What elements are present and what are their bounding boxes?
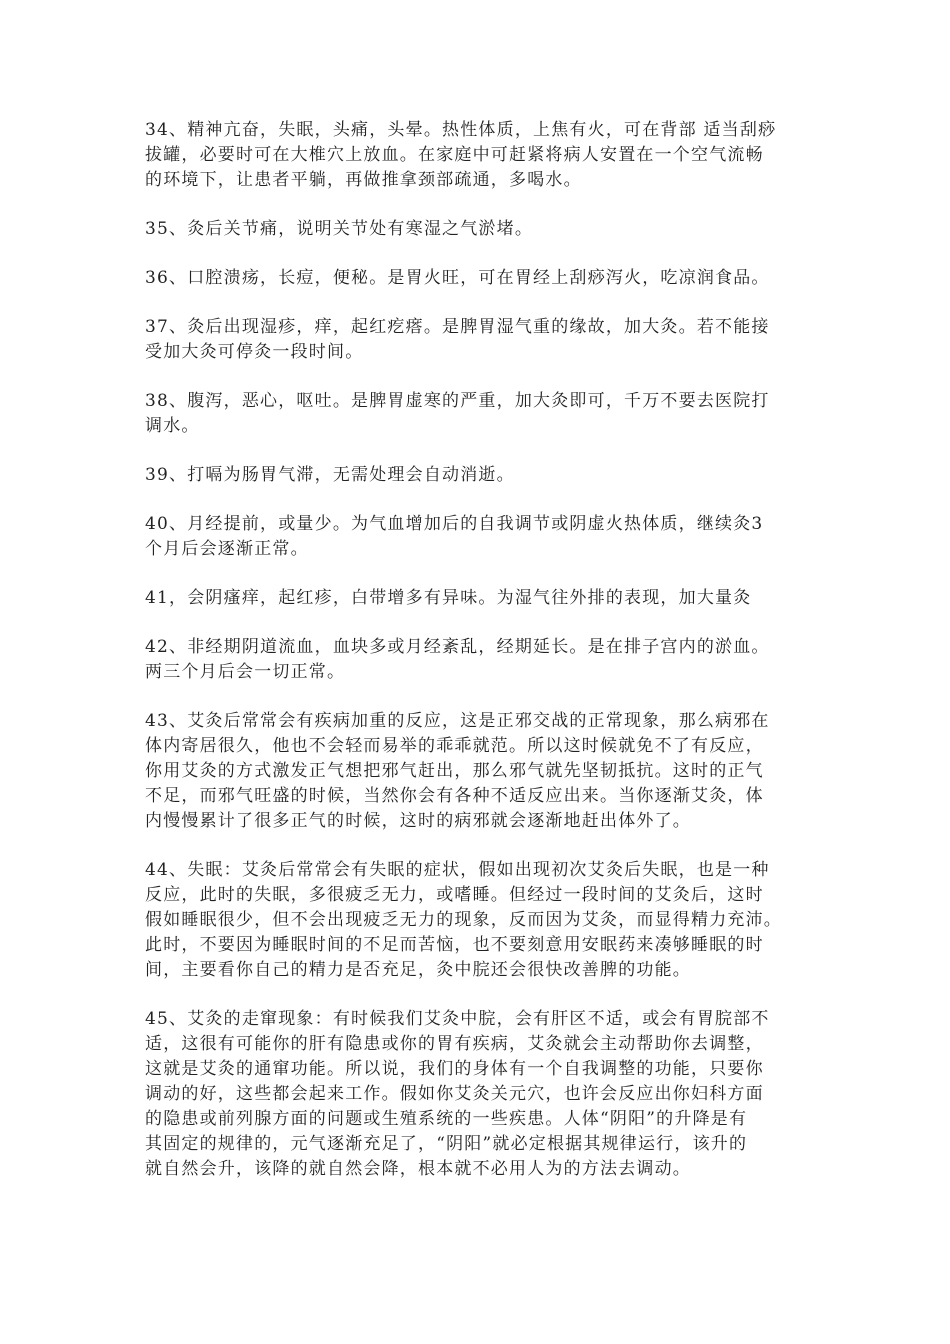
document-body bbox=[145, 118, 820, 1182]
paragraph bbox=[145, 315, 820, 365]
paragraph bbox=[145, 266, 820, 291]
paragraph-line: 内慢慢累计了很多正气的时候，这时的病邪就会逐渐地赶出体外了。 bbox=[145, 811, 691, 831]
paragraph-line: 反应，此时的失眠，多很疲乏无力，或嗜睡。但经过一段时间的艾灸后，这时 bbox=[145, 885, 764, 905]
paragraph-line: 不足，而邪气旺盛的时候，当然你会有各种不适反应出来。当你逐渐艾灸，体 bbox=[145, 786, 764, 806]
paragraph-line: 适，这很有可能你的肝有隐患或你的胃有疾病，艾灸就会主动帮助你去调整， bbox=[145, 1034, 764, 1054]
paragraph-line: 个月后会逐渐正常。 bbox=[145, 539, 309, 559]
paragraph-line: 43、艾灸后常常会有疾病加重的反应，这是正邪交战的正常现象，那么病邪在 bbox=[145, 711, 770, 731]
paragraph bbox=[145, 709, 820, 834]
paragraph-line: 这就是艾灸的通窜功能。所以说，我们的身体有一个自我调整的功能，只要你 bbox=[145, 1059, 764, 1079]
paragraph-line: 45、艾灸的走窜现象：有时候我们艾灸中脘，会有肝区不适，或会有胃脘部不 bbox=[145, 1009, 770, 1029]
paragraph-line: 44、失眠：艾灸后常常会有失眠的症状，假如出现初次艾灸后失眠，也是一种 bbox=[145, 860, 770, 880]
paragraph-line: 间，主要看你自己的精力是否充足，灸中脘还会很快改善脾的功能。 bbox=[145, 960, 691, 980]
paragraph-line: 34、精神亢奋，失眠，头痛，头晕。热性体质，上焦有火，可在背部 适当刮痧 bbox=[145, 120, 777, 140]
paragraph-line: 40、月经提前，或量少。为气血增加后的自我调节或阴虚火热体质，继续灸3 bbox=[145, 514, 764, 534]
paragraph-line: 37、灸后出现湿疹，痒，起红疙瘩。是脾胃湿气重的缘故，加大灸。若不能接 bbox=[145, 317, 770, 337]
paragraph bbox=[145, 635, 820, 685]
paragraph-line: 41，会阴瘙痒，起红疹，白带增多有异味。为湿气往外排的表现，加大量灸 bbox=[145, 588, 752, 608]
paragraph-line: 35、灸后关节痛，说明关节处有寒湿之气淤堵。 bbox=[145, 219, 534, 239]
paragraph-line: 的隐患或前列腺方面的问题或生殖系统的一些疾患。人体“阴阳”的升降是有 bbox=[145, 1109, 748, 1129]
paragraph-line: 受加大灸可停灸一段时间。 bbox=[145, 342, 364, 362]
paragraph-line: 此时，不要因为睡眠时间的不足而苦恼，也不要刻意用安眠药来凑够睡眠的时 bbox=[145, 935, 764, 955]
paragraph-line: 就自然会升，该降的就自然会降，根本就不必用人为的方法去调动。 bbox=[145, 1159, 691, 1179]
paragraph bbox=[145, 217, 820, 242]
paragraph-line: 42、非经期阴道流血，血块多或月经紊乱，经期延长。是在排子宫内的淤血。 bbox=[145, 637, 770, 657]
paragraph bbox=[145, 1007, 820, 1182]
paragraph bbox=[145, 463, 820, 488]
paragraph bbox=[145, 389, 820, 439]
paragraph-line: 体内寄居很久，他也不会轻而易举的乖乖就范。所以这时候就免不了有反应， bbox=[145, 736, 764, 756]
paragraph-line: 调动的好，这些都会起来工作。假如你艾灸关元穴，也许会反应出你妇科方面 bbox=[145, 1084, 764, 1104]
paragraph-line: 调水。 bbox=[145, 416, 200, 436]
paragraph-line: 拔罐，必要时可在大椎穴上放血。在家庭中可赶紧将病人安置在一个空气流畅 bbox=[145, 145, 764, 165]
paragraph bbox=[145, 586, 820, 611]
paragraph-line: 两三个月后会一切正常。 bbox=[145, 662, 346, 682]
paragraph bbox=[145, 118, 820, 193]
paragraph-line: 你用艾灸的方式激发正气想把邪气赶出，那么邪气就先坚韧抵抗。这时的正气 bbox=[145, 761, 764, 781]
paragraph-line: 36、口腔溃疡，长痘，便秘。是胃火旺，可在胃经上刮痧泻火，吃凉润食品。 bbox=[145, 268, 770, 288]
paragraph bbox=[145, 512, 820, 562]
paragraph-line: 其固定的规律的，元气逐渐充足了，“阴阳”就必定根据其规律运行，该升的 bbox=[145, 1134, 748, 1154]
paragraph-line: 假如睡眠很少，但不会出现疲乏无力的现象，反而因为艾灸，而显得精力充沛。 bbox=[145, 910, 782, 930]
paragraph bbox=[145, 858, 820, 983]
paragraph-line: 的环境下，让患者平躺，再做推拿颈部疏通，多喝水。 bbox=[145, 170, 582, 190]
paragraph-line: 38、腹泻，恶心，呕吐。是脾胃虚寒的严重，加大灸即可，千万不要去医院打 bbox=[145, 391, 770, 411]
paragraph-line: 39、打嗝为肠胃气滞，无需处理会自动消逝。 bbox=[145, 465, 515, 485]
